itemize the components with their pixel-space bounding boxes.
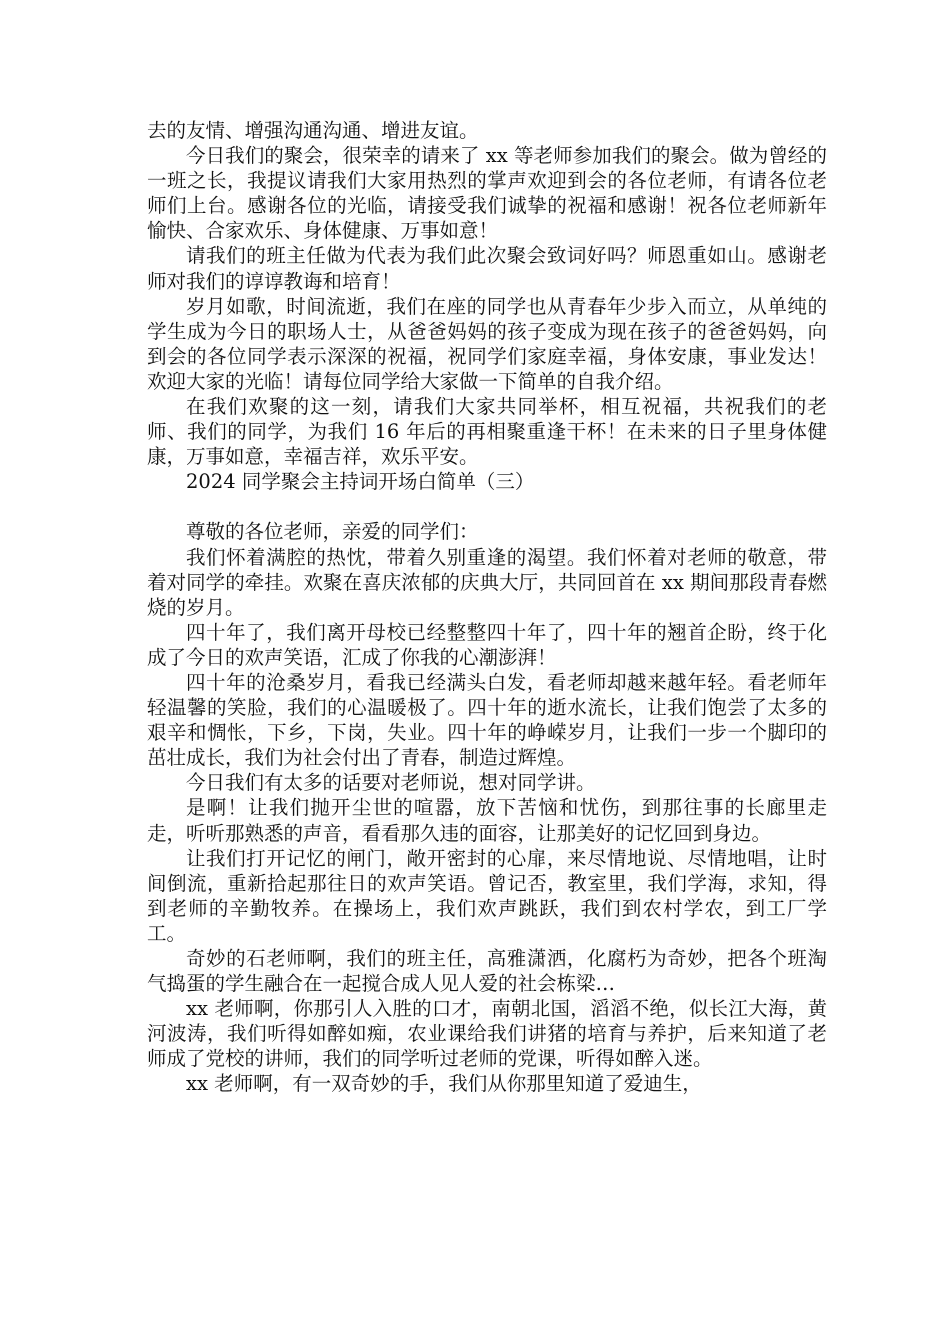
paragraph-teachers-welcome: 今日我们的聚会，很荣幸的请来了 xx 等老师参加我们的聚会。做为曾经的一班之长，我提议请我们大家用热烈的掌声欢迎到会的各位老师，有请各位老师们上台。感谢各位的光临，请接受我们诚挚的祝福和感谢！祝各位老师新年愉快、合家欢乐、身体健康、万事如意！: [147, 144, 827, 243]
paragraph-toast: 在我们欢聚的这一刻，请我们大家共同举杯，相互祝福，共祝我们的老师、我们的同学，为我们 16 年后的再相聚重逢干杯！在未来的日子里身体健康，万事如意，幸福吉祥，欢乐平安。: [147, 395, 827, 469]
paragraph-vicissitudes: 四十年的沧桑岁月，看我已经满头白发，看老师却越来越年轻。看老师年轻温馨的笑脸，我们的心温暖极了。四十年的逝水流长，让我们饱尝了太多的艰辛和惆怅，下乡，下岗，失业。四十年的峥嵘岁月，让我们一步一个脚印的茁壮成长，我们为社会付出了青春，制造过辉煌。: [147, 670, 827, 770]
paragraph-head-teacher-speech: 请我们的班主任做为代表为我们此次聚会致词好吗？师恩重如山。感谢老师对我们的谆谆教诲和培育！: [147, 244, 827, 293]
paragraph-memories-corridor: 是啊！让我们抛开尘世的喧嚣，放下苦恼和忧伤，到那往事的长廊里走走，听听那熟悉的声音，看看那久违的面容，让那美好的记忆回到身边。: [147, 796, 827, 845]
paragraph-teacher-hands: xx 老师啊，有一双奇妙的手，我们从你那里知道了爱迪生，: [186, 1072, 702, 1096]
paragraph-many-words: 今日我们有太多的话要对老师说，想对同学讲。: [186, 771, 596, 795]
salutation: 尊敬的各位老师，亲爱的同学们：: [186, 520, 479, 544]
paragraph-enthusiasm: 我们怀着满腔的热忱，带着久别重逢的渴望。我们怀着对老师的敬意，带着对同学的牵挂。欢聚在喜庆浓郁的庆典大厅，共同回首在 xx 期间那段青春燃烧的岁月。: [147, 545, 827, 619]
paragraph-forty-years: 四十年了，我们离开母校已经整整四十年了，四十年的翘首企盼，终于化成了今日的欢声笑语，汇成了你我的心潮澎湃！: [147, 620, 827, 669]
document-page: [147, 118, 827, 1097]
paragraph-years-passing: 岁月如歌，时间流逝，我们在座的同学也从青春年少步入而立，从单纯的学生成为今日的职场人士，从爸爸妈妈的孩子变成为现在孩子的爸爸妈妈，向到会的各位同学表示深深的祝福，祝同学们家庭幸福，身体安康，事业发达！欢迎大家的光临！请每位同学给大家做一下简单的自我介绍。: [147, 294, 827, 393]
paragraph-teacher-shi: 奇妙的石老师啊，我们的班主任，高雅潇洒，化腐朽为奇妙，把各个班淘气捣蛋的学生融合在一起搅合成人见人爱的社会栋梁…: [147, 947, 827, 996]
section-heading: 2024 同学聚会主持词开场白简单（三）: [186, 470, 535, 494]
paragraph-continuation: 去的友情、增强沟通沟通、增进友谊。: [147, 119, 479, 142]
paragraph-memory-gate: 让我们打开记忆的闸门，敞开密封的心扉，来尽情地说、尽情地唱，让时间倒流，重新拾起那往日的欢声笑语。曾记否，教室里，我们学海，求知，得到老师的辛勤牧养。在操场上，我们欢声跳跃，我们到农村学农，到工厂学工。: [147, 846, 827, 945]
paragraph-teacher-eloquence: xx 老师啊，你那引人入胜的口才，南朝北国，滔滔不绝，似长江大海，黄河波涛，我们听得如醉如痴，农业课给我们讲猪的培育与养护，后来知道了老师成了党校的讲师，我们的同学听过老师的党课，听得如醉入迷。: [147, 997, 827, 1071]
